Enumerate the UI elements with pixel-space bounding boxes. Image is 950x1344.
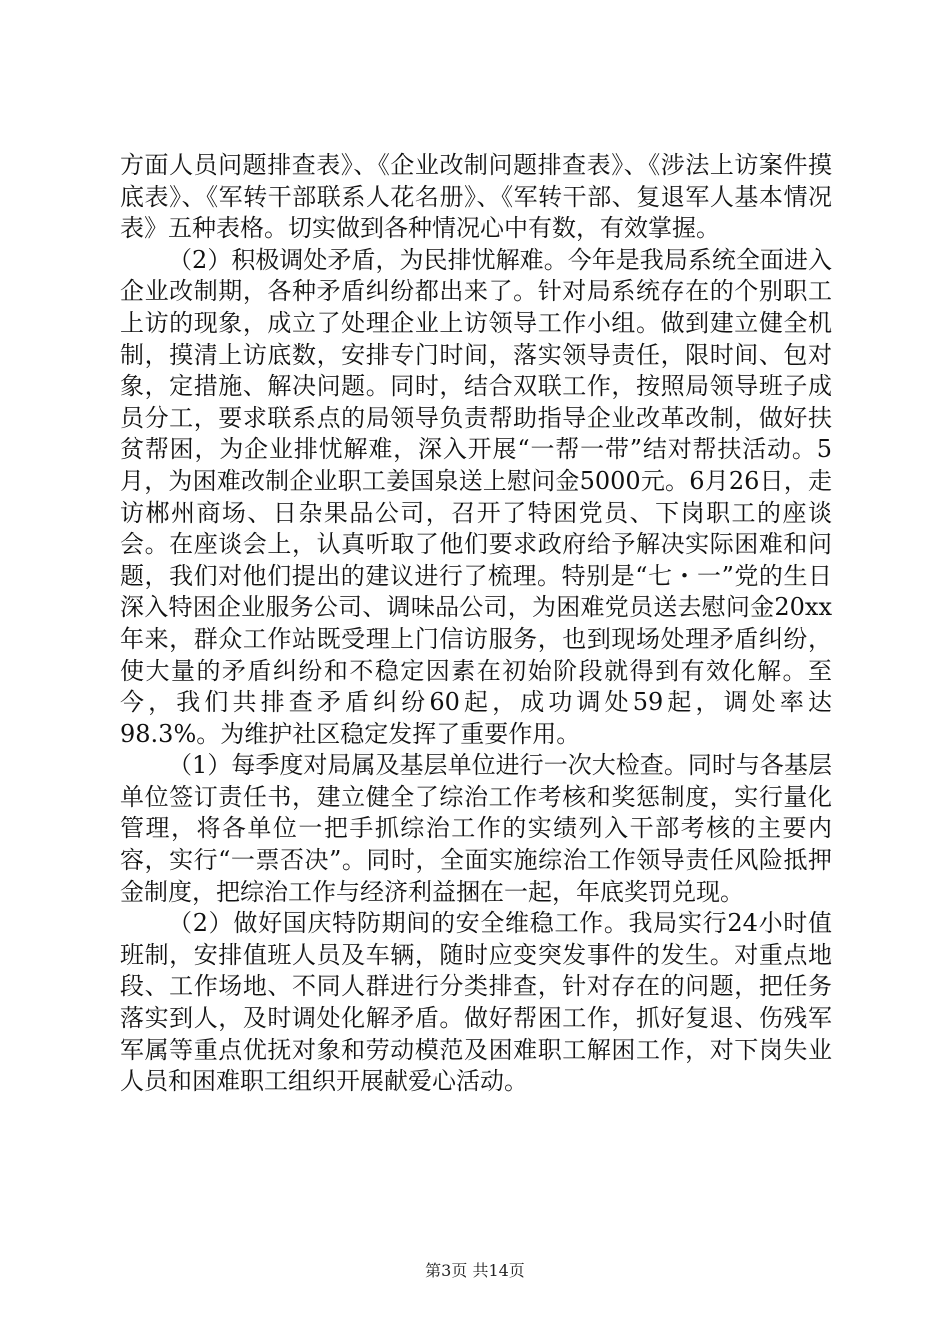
document-body [120, 150, 832, 1098]
paragraph-quarterly-inspection: （1）每季度对局属及基层单位进行一次大检查。同时与各基层单位签订责任书，建立健全了综治工作考核和奖惩制度，实行量化管理，将各单位一把手抓综治工作的实绩列入干部考核的主要内容，实行“一票否决”。同时，全面实施综治工作领导责任风险抵押金制度，把综治工作与经济利益捆在一起，年底奖罚兑现。 [120, 751, 832, 906]
paragraph-continuation: 方面人员问题排查表》、《企业改制问题排查表》、《涉法上访案件摸底表》、《军转干部联系人花名册》、《军转干部、复退军人基本情况表》五种表格。切实做到各种情况心中有数，有效掌握。 [120, 151, 832, 243]
paragraph-mediate-disputes: （2）积极调处矛盾，为民排忧解难。今年是我局系统全面进入企业改制期，各种矛盾纠纷都出来了。针对局系统存在的个别职工上访的现象，成立了处理企业上访领导工作小组。做到建立健全机制，摸清上访底数，安排专门时间，落实领导责任，限时间、包对象，定措施、解决问题。同时，结合双联工作，按照局领导班子成员分工，要求联系点的局领导负责帮助指导企业改革改制，做好扶贫帮困，为企业排忧解难，深入开展“一帮一带”结对帮扶活动。5月，为困难改制企业职工姜国泉送上慰问金5000元。6月26日，走访郴州商场、日杂果品公司，召开了特困党员、下岗职工的座谈会。在座谈会上，认真听取了他们要求政府给予解决实际困难和问题，我们对他们提出的建议进行了梳理。特别是“七・一”党的生日深入特困企业服务公司、调味品公司，为困难党员送去慰问金20xx年来，群众工作站既受理上门信访服务，也到现场处理矛盾纠纷，使大量的矛盾纠纷和不稳定因素在初始阶段就得到有效化解。至今，我们共排查矛盾纠纷60起，成功调处59起，调处率达98.3%。为维护社区稳定发挥了重要作用。 [120, 245, 832, 748]
page-footer: 第3页 共14页 [425, 1261, 525, 1280]
paragraph-national-day-security: （2）做好国庆特防期间的安全维稳工作。我局实行24小时值班制，安排值班人员及车辆，随时应变突发事件的发生。对重点地段、工作场地、不同人群进行分类排查，针对存在的问题，把任务落实到人，及时调处化解矛盾。做好帮困工作，抓好复退、伤残军军属等重点优抚对象和劳动模范及困难职工解困工作，对下岗失业人员和困难职工组织开展献爱心活动。 [120, 909, 832, 1096]
